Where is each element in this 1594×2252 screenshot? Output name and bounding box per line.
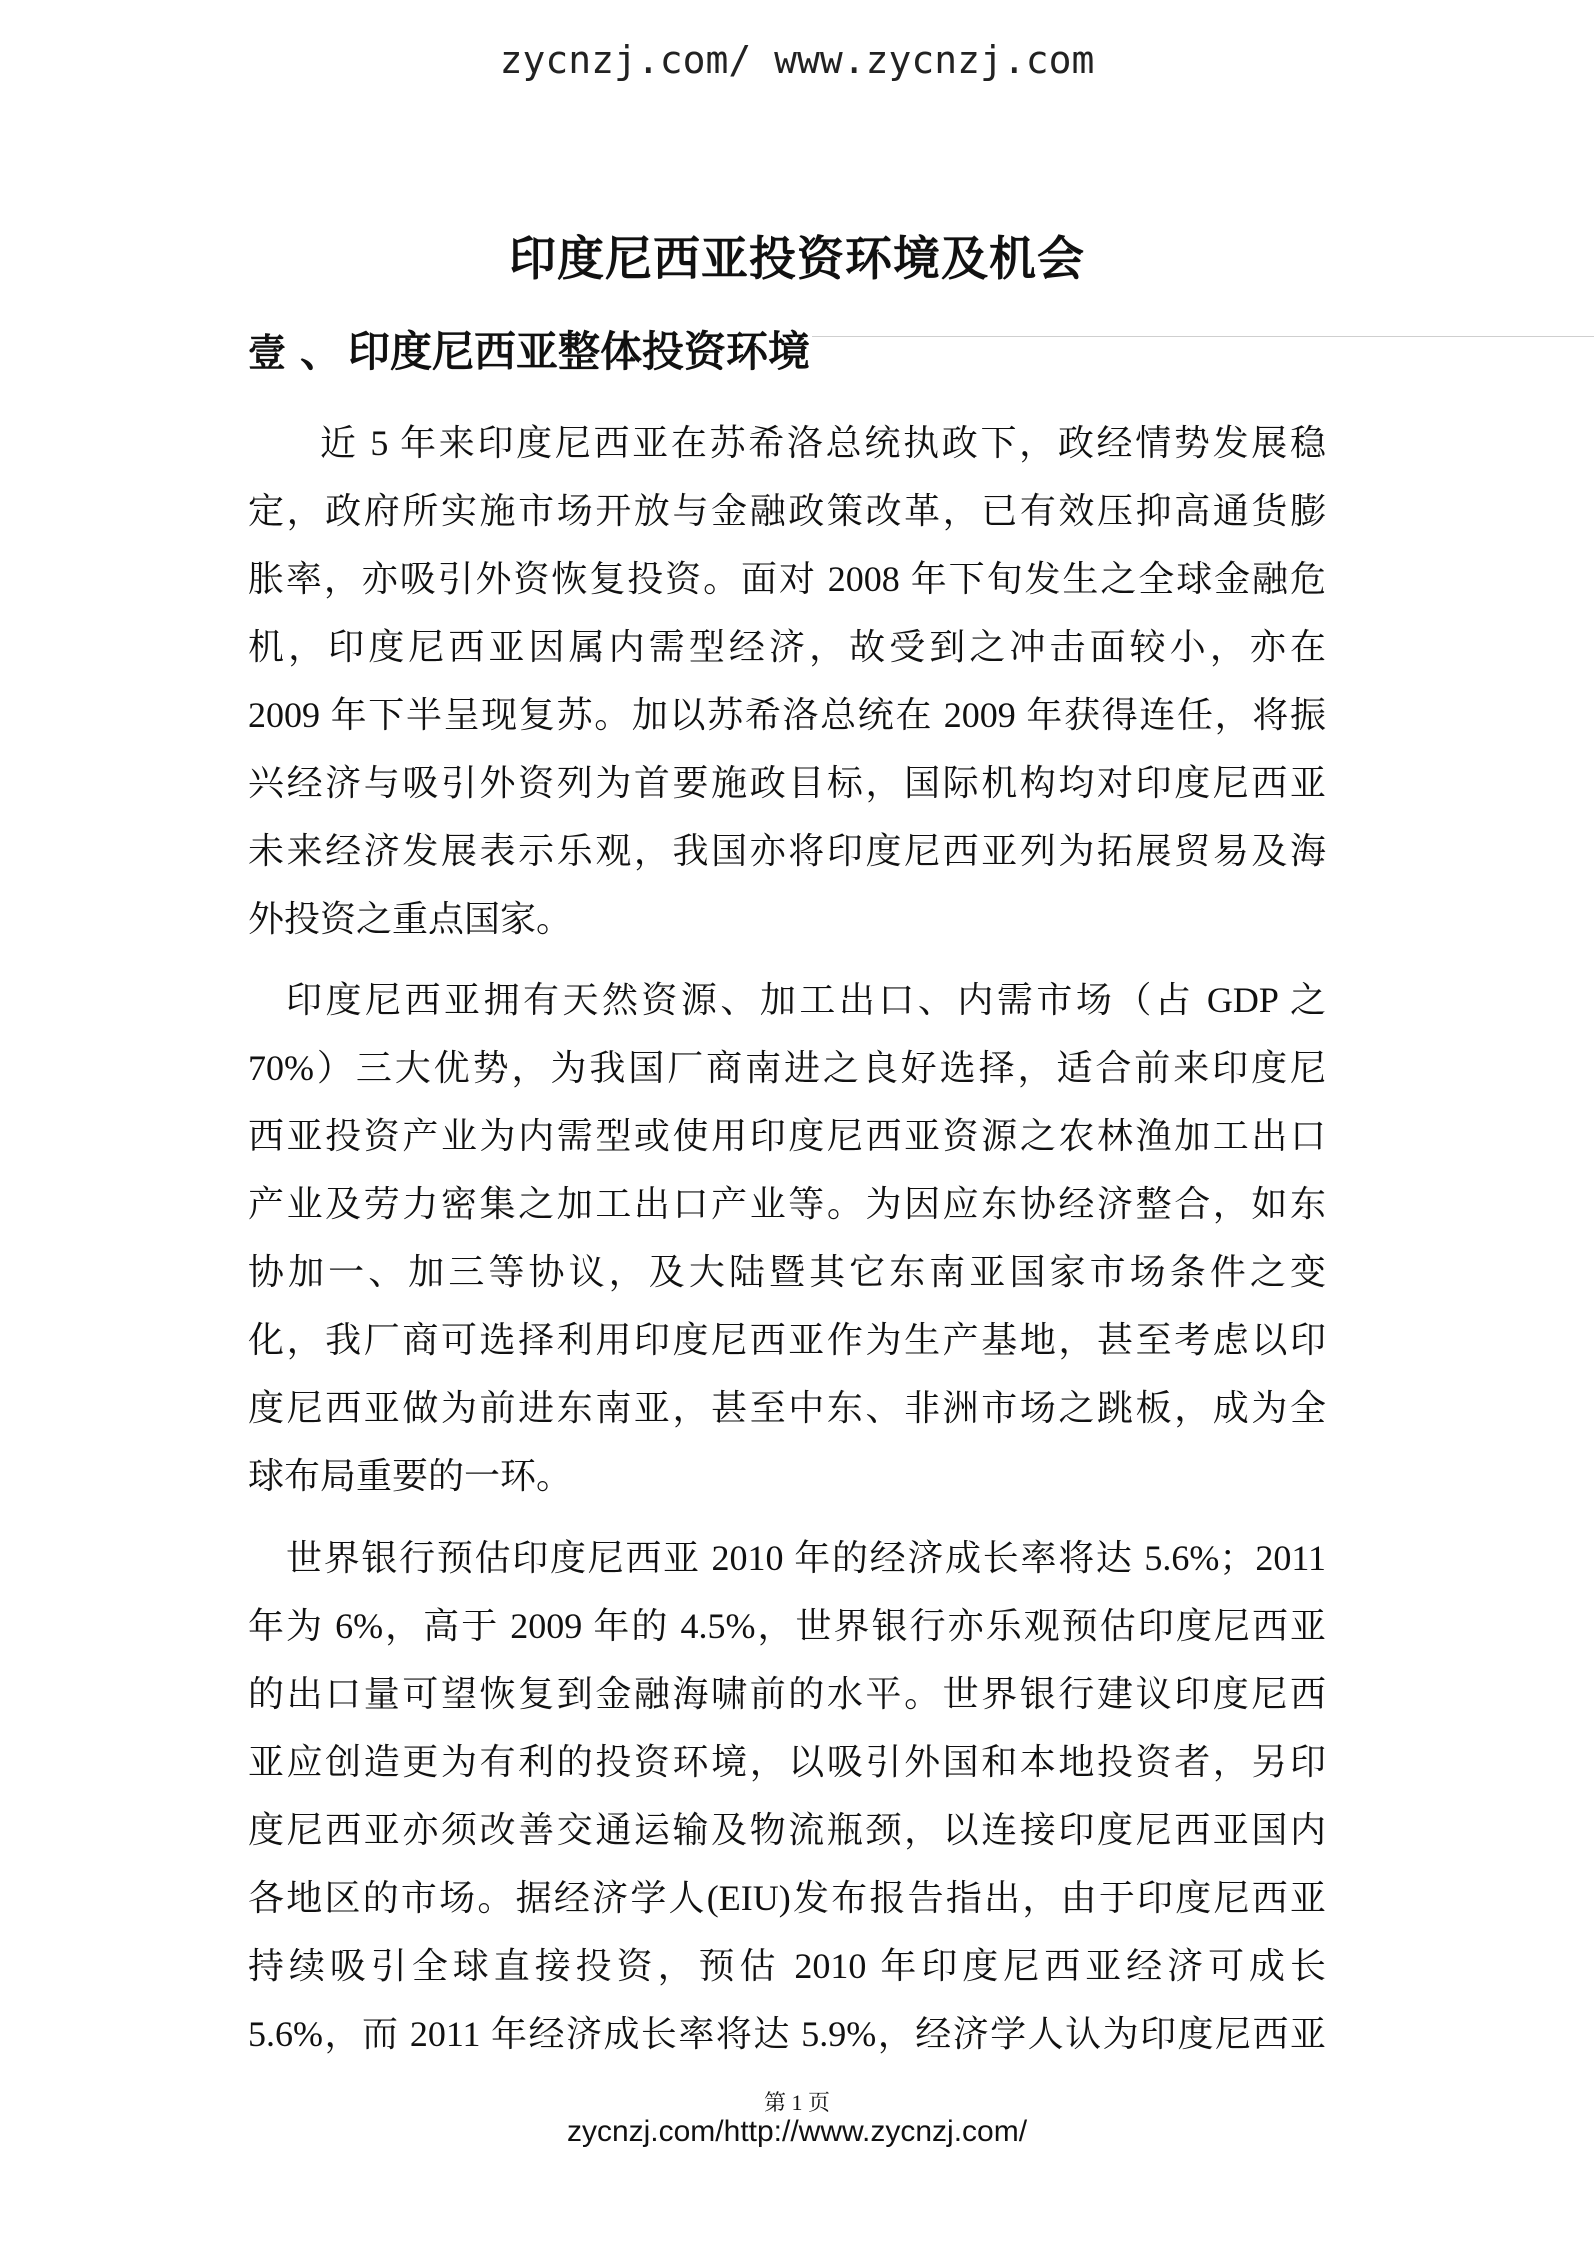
paragraph-3 (248, 1524, 1326, 2068)
header-divider (812, 336, 1594, 337)
paragraph-2 (248, 966, 1326, 1510)
text-line: 定，政府所实施市场开放与金融政策改革，已有效压抑高通货膨 (248, 491, 1326, 531)
text-line: 外投资之重点国家。 (248, 899, 573, 939)
text-line: 亚应创造更为有利的投资环境，以吸引外国和本地投资者，另印 (248, 1742, 1326, 1782)
text-line: 未来经济发展表示乐观，我国亦将印度尼西亚列为拓展贸易及海 (248, 831, 1326, 871)
text-line: 印度尼西亚拥有天然资源、加工出口、内需市场（占 GDP 之 (286, 980, 1326, 1020)
text-line: 协加一、加三等协议，及大陆暨其它东南亚国家市场条件之变 (248, 1252, 1326, 1292)
page-number: 第 1 页 (763, 2090, 830, 2115)
section-number: 壹 (248, 333, 287, 375)
header-watermark: zycnzj.com/ www.zycnzj.com (499, 38, 1095, 82)
text-line: 机，印度尼西亚因属内需型经济，故受到之冲击面较小，亦在 (248, 627, 1326, 667)
text-line: 度尼西亚做为前进东南亚，甚至中东、非洲市场之跳板，成为全 (248, 1388, 1326, 1428)
text-line: 度尼西亚亦须改善交通运输及物流瓶颈，以连接印度尼西亚国内 (248, 1810, 1326, 1850)
paragraph-1 (248, 409, 1326, 953)
text-line: 70%）三大优势，为我国厂商南进之良好选择，适合前来印度尼 (248, 1048, 1326, 1088)
text-line: 年为 6%，高于 2009 年的 4.5%，世界银行亦乐观预估印度尼西亚 (248, 1606, 1326, 1646)
text-line: 胀率，亦吸引外资恢复投资。面对 2008 年下旬发生之全球金融危 (248, 559, 1326, 599)
text-line: 5.6%，而 2011 年经济成长率将达 5.9%，经济学人认为印度尼西亚 (248, 2014, 1326, 2054)
text-line: 持续吸引全球直接投资，预估 2010 年印度尼西亚经济可成长 (248, 1946, 1326, 1986)
page-title: 印度尼西亚投资环境及机会 (509, 234, 1085, 286)
text-line: 各地区的市场。据经济学人(EIU)发布报告指出，由于印度尼西亚 (248, 1878, 1326, 1918)
text-line: 世界银行预估印度尼西亚 2010 年的经济成长率将达 5.6%；2011 (286, 1538, 1326, 1578)
text-line: 兴经济与吸引外资列为首要施政目标，国际机构均对印度尼西亚 (248, 763, 1326, 803)
text-line: 产业及劳力密集之加工出口产业等。为因应东协经济整合，如东 (248, 1184, 1326, 1224)
section-heading (248, 326, 810, 381)
text-line: 球布局重要的一环。 (248, 1456, 573, 1496)
text-line: 化，我厂商可选择利用印度尼西亚作为生产基地，甚至考虑以印 (248, 1320, 1326, 1360)
text-line: 2009 年下半呈现复苏。加以苏希洛总统在 2009 年获得连任，将振 (248, 695, 1326, 735)
footer-url: zycnzj.com/http://www.zycnzj.com/ (566, 2115, 1028, 2148)
section-separator: 、 (300, 330, 343, 376)
text-line: 的出口量可望恢复到金融海啸前的水平。世界银行建议印度尼西 (248, 1674, 1326, 1714)
text-line: 西亚投资产业为内需型或使用印度尼西亚资源之农林渔加工出口 (248, 1116, 1326, 1156)
text-line: 近 5 年来印度尼西亚在苏希洛总统执政下，政经情势发展稳 (320, 423, 1326, 463)
section-title: 印度尼西亚整体投资环境 (348, 330, 811, 376)
